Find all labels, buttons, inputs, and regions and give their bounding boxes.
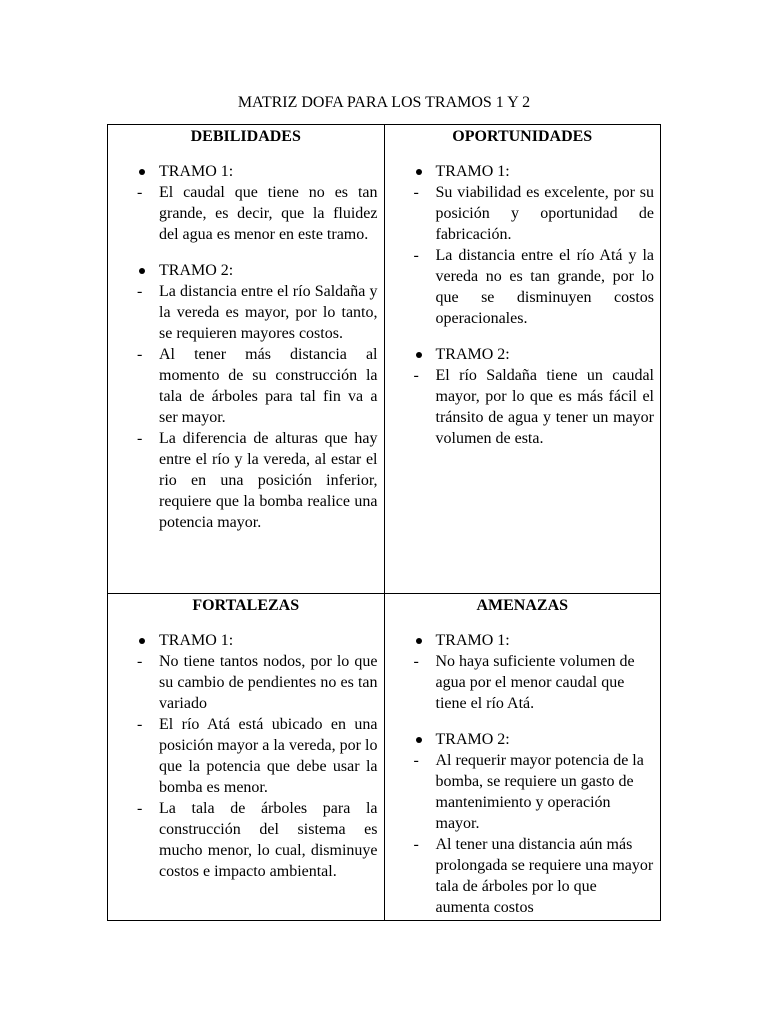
tramo-label: [385, 630, 661, 651]
dash-icon: -: [413, 752, 419, 769]
list-item-text: Al requerir mayor potencia de la bomba, se requiere un gasto de mantenimiento y operación mayor.: [435, 752, 644, 832]
list-item-text: La tala de árboles para la construcción del sistema es mucho menor, lo cual, disminuye costos e impacto ambiental.: [159, 800, 378, 880]
heading-debilidades: DEBILIDADES: [190, 128, 301, 145]
section-tramo-2: [385, 729, 661, 918]
tramo-label: [385, 729, 661, 750]
dofa-matrix-table: [107, 124, 661, 921]
cell-debilidades: [108, 125, 385, 594]
list-item: [108, 428, 384, 533]
section-tramo-1: [108, 630, 384, 882]
list-item-text: El río Saldaña tiene un caudal mayor, por lo que es más fácil el tránsito de agua y tener un mayor volumen de esta.: [435, 367, 654, 447]
list-item-text: El caudal que tiene no es tan grande, es decir, que la fluidez del agua es menor en este tramo.: [159, 184, 378, 243]
heading-fortalezas: FORTALEZAS: [192, 597, 300, 614]
section-tramo-2: [385, 344, 661, 449]
dash-icon: -: [137, 346, 143, 363]
list-item: [108, 798, 384, 882]
dash-icon: -: [137, 653, 143, 670]
tramo-label-text: TRAMO 2:: [435, 346, 510, 363]
list-item: [108, 714, 384, 798]
dash-icon: -: [413, 247, 419, 264]
dash-icon: -: [137, 283, 143, 300]
bullet-icon: [416, 169, 422, 175]
tramo-label: [385, 344, 661, 365]
tramo-label: [108, 161, 384, 182]
list-item: [385, 365, 661, 449]
tramo-label-text: TRAMO 2:: [435, 731, 510, 748]
tramo-label-text: TRAMO 2:: [159, 262, 234, 279]
section-tramo-1: [385, 630, 661, 714]
list-item-text: La diferencia de alturas que hay entre el río y la vereda, al estar el rio en una posición inferior, requiere que la bomba realice una potencia mayor.: [159, 430, 378, 531]
bullet-icon: [416, 352, 422, 358]
list-item: [385, 651, 661, 714]
bullet-icon: [139, 268, 145, 274]
list-item-text: La distancia entre el río Saldaña y la vereda es mayor, por lo tanto, se requieren mayores costos.: [159, 283, 378, 342]
dash-icon: -: [137, 430, 143, 447]
list-item-text: No haya suficiente volumen de agua por el menor caudal que tiene el río Atá.: [435, 653, 635, 712]
dash-icon: -: [413, 184, 419, 201]
bullet-icon: [416, 737, 422, 743]
section-tramo-2: [108, 260, 384, 533]
list-item: [108, 344, 384, 428]
list-item-text: La distancia entre el río Atá y la vereda no es tan grande, por lo que se disminuyen costos operacionales.: [435, 247, 654, 327]
list-item: [385, 182, 661, 245]
matrix-row-bottom: [108, 594, 661, 921]
list-item: [385, 245, 661, 329]
section-tramo-1: [108, 161, 384, 245]
list-item: [385, 750, 661, 834]
dash-icon: -: [137, 716, 143, 733]
list-item-text: El río Atá está ubicado en una posición mayor a la vereda, por lo que la potencia que debe usar la bomba es menor.: [159, 716, 378, 796]
tramo-label-text: TRAMO 1:: [435, 163, 510, 180]
list-item: [108, 182, 384, 245]
bullet-icon: [139, 169, 145, 175]
dash-icon: -: [413, 836, 419, 853]
dash-icon: -: [137, 800, 143, 817]
cell-oportunidades: [384, 125, 661, 594]
tramo-label: [108, 630, 384, 651]
tramo-label: [108, 260, 384, 281]
list-item: [108, 651, 384, 714]
cell-fortalezas: [108, 594, 385, 921]
matrix-row-top: [108, 125, 661, 594]
page-title: MATRIZ DOFA PARA LOS TRAMOS 1 Y 2: [237, 94, 531, 111]
bullet-icon: [416, 638, 422, 644]
heading-amenazas: AMENAZAS: [476, 597, 569, 614]
bullet-icon: [139, 638, 145, 644]
dash-icon: -: [413, 653, 419, 670]
list-item: [385, 834, 661, 918]
list-item-text: Al tener una distancia aún más prolongada se requiere una mayor tala de árboles por lo que aumenta costos: [435, 836, 654, 916]
tramo-label-text: TRAMO 1:: [435, 632, 510, 649]
tramo-label-text: TRAMO 1:: [159, 163, 234, 180]
list-item: [108, 281, 384, 344]
tramo-label: [385, 161, 661, 182]
cell-amenazas: [384, 594, 661, 921]
dash-icon: -: [413, 367, 419, 384]
list-item-text: Su viabilidad es excelente, por su posición y oportunidad de fabricación.: [435, 184, 654, 243]
dash-icon: -: [137, 184, 143, 201]
list-item-text: No tiene tantos nodos, por lo que su cambio de pendientes no es tan variado: [159, 653, 378, 712]
tramo-label-text: TRAMO 1:: [159, 632, 234, 649]
list-item-text: Al tener más distancia al momento de su construcción la tala de árboles para tal fin va a ser mayor.: [159, 346, 378, 426]
section-tramo-1: [385, 161, 661, 329]
heading-oportunidades: OPORTUNIDADES: [452, 128, 593, 145]
